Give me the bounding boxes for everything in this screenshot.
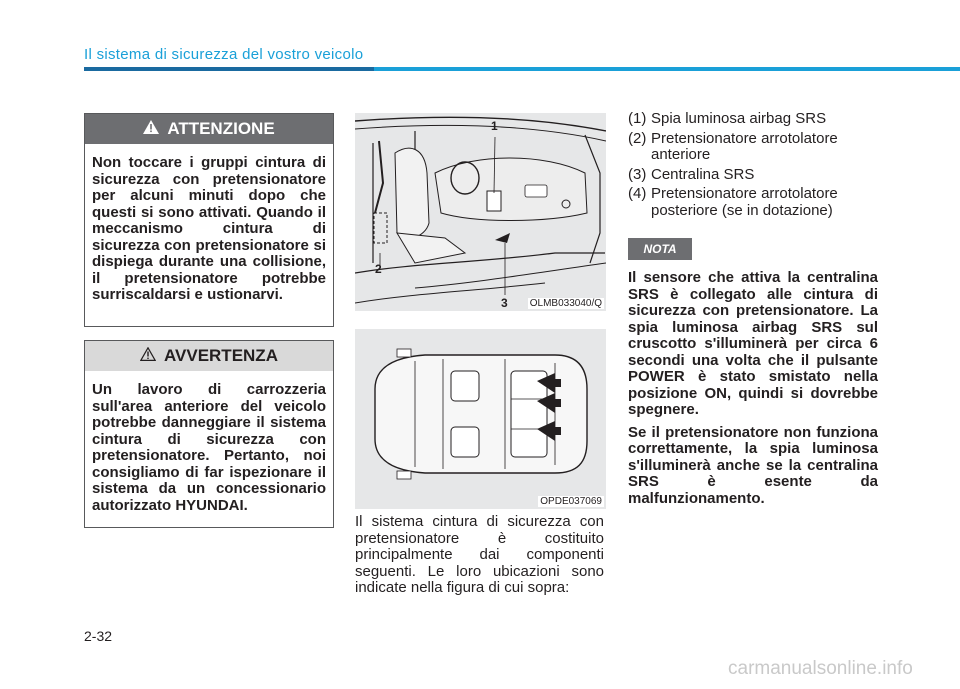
warning-box — [84, 113, 334, 327]
caution-box-header — [85, 341, 333, 371]
note-badge: NOTA — [628, 238, 692, 260]
list-item-number: (3) — [628, 165, 647, 183]
list-item — [628, 186, 878, 219]
warning-triangle-icon — [143, 119, 159, 139]
intro-paragraph: Il sistema cintura di sicurezza con pretensionatore è costituito principalmente dai componenti seguenti. Le loro ubicazioni sono indicate nella figura di cui sopra: — [355, 513, 604, 596]
caution-box — [84, 340, 334, 528]
note-text — [628, 270, 878, 513]
caution-box-title: AVVERTENZA — [164, 346, 278, 365]
components-list — [628, 111, 878, 222]
caution-triangle-icon — [140, 346, 156, 366]
top-view-figure-code: OPDE037069 — [540, 496, 602, 507]
car-top-view-illustration — [355, 329, 606, 509]
section-title: Il sistema di sicurezza del vostro veicolo — [84, 46, 364, 63]
callout-1: 1 — [491, 119, 498, 133]
warning-box-title: ATTENZIONE — [167, 119, 275, 138]
interior-figure-code: OLMB033040/Q — [529, 298, 602, 309]
list-item — [628, 167, 878, 184]
page-number: 2-32 — [84, 628, 113, 644]
callout-3: 3 — [501, 296, 508, 310]
watermark: carmanualsonline.info — [728, 658, 913, 679]
list-item-label: Spia luminosa airbag SRS — [651, 110, 827, 127]
list-item-label: Centralina SRS — [651, 165, 755, 183]
warning-box-text: Non toccare i gruppi cintura di sicurezza con pretensionatore per alcuni minuti dopo che questi si sono attivati. Quando il meccanismo cintura di sicurezza con pretensionatore si dispiega durante una collisione, il pretensionatore potrebbe surriscaldarsi e ustionarvi. — [92, 154, 326, 303]
list-item-label: Pretensionatore arrotolatore posteriore (se in dotazione) — [651, 185, 838, 219]
caution-box-text: Un lavoro di carrozzeria sull'area anteriore del veicolo potrebbe danneggiare il sistema cintura di sicurezza con pretensionatore. Pertanto, noi consigliamo di far ispezionare il sistema da un concessionario autorizzato HYUNDAI. — [92, 381, 326, 514]
list-item-number: (4) — [628, 185, 647, 202]
warning-box-header — [85, 114, 333, 144]
list-item — [628, 111, 878, 128]
list-item-number: (1) — [628, 110, 647, 127]
note-paragraph: Il sensore che attiva la centralina SRS è collegato alle cintura di sicurezza con pretensionatore. La spia luminosa airbag SRS sul cruscotto s'illuminerà per circa 6 secondi una volta che il pulsante POWER è stato smistato nella posizione ON, quindi si dovrebbe spegnere. — [628, 269, 878, 418]
top-view-figure — [355, 329, 606, 509]
list-item-label: Pretensionatore arrotolatore anteriore — [651, 129, 838, 163]
list-item-number: (2) — [628, 129, 647, 147]
title-rule-accent — [84, 67, 374, 71]
interior-figure — [355, 113, 606, 311]
car-interior-illustration — [355, 113, 606, 311]
callout-2: 2 — [375, 262, 382, 276]
list-item — [628, 131, 878, 164]
note-paragraph: Se il pretensionatore non funziona correttamente, la spia luminosa s'illuminerà anche se la centralina SRS è esente da malfunzionamento. — [628, 423, 878, 507]
